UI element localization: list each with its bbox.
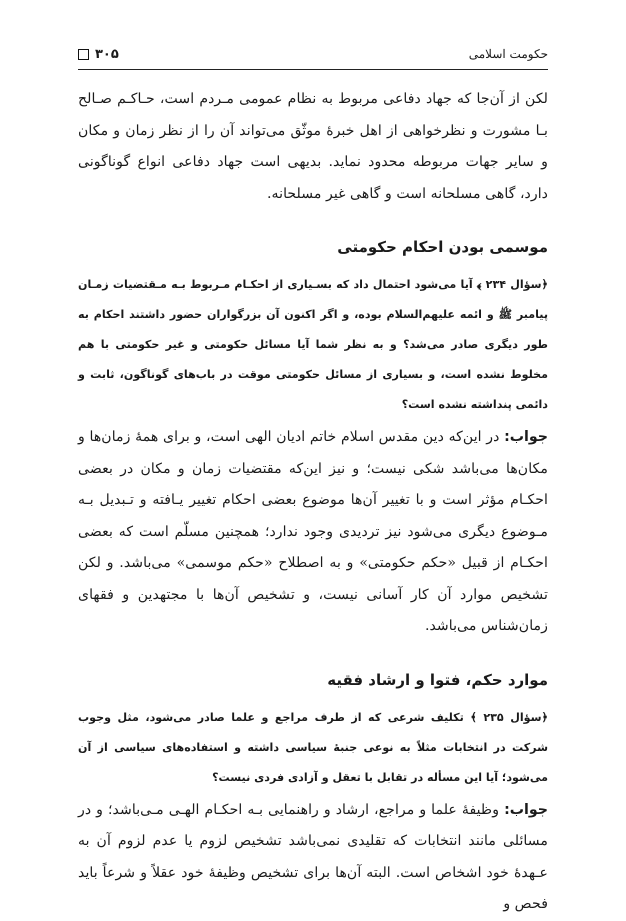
- running-header: [78, 42, 548, 66]
- page-number: ۳۰۵: [95, 46, 119, 62]
- question-234: ﴿سؤال ۲۳۴ ﴾ آیا می‌شود احتمال داد که بسـیاری از احکـام مـربوط بـه مـقتضیات زمـان پیامبر ﷺ و ائمه علیهم‌السلام بوده، و اگر اکنون آن بزرگواران حضور داشتند احکام به طور دیگری صادر می‌شد؟ و به نظر شما آیا مسائل حکومتی و غیر حکومتی با هم مخلوط نشده است، و بسیاری از مسائل حکومتی موقت در باب‌های گوناگون، ثابت و دائمی پنداشته نشده است؟: [78, 278, 549, 411]
- answer-label: جواب:: [504, 801, 548, 818]
- answer-text: وظیفهٔ علما و مراجع، ارشاد و راهنمایی بـه احکـام الهـی مـی‌باشد؛ و در مسائلی مانند انتخابات که تقلیدی نمی‌باشد تشخیص لزوم یا عدم لزوم آن به عـهدهٔ خود اشخاص است. البته آن‌ها برای تشخیص وظیفهٔ خود عقلاً و شرعاً باید فحص و: [78, 801, 548, 912]
- section-heading-ruling-fatwa-guidance: موارد حکم، فتوا و ارشاد فقیه: [327, 670, 548, 689]
- square-ornament-icon: [78, 49, 89, 60]
- answer-text: در این‌که دین مقدس اسلام خاتم ادیان الهی است، و برای همهٔ زمان‌ها و مکان‌ها می‌باشد شکی نیست؛ و نیز این‌که مقتضیات زمان و مکان در بعضی احکـام مؤثر است و با تغییر آن‌ها موضوع بعضی احکام تغییر یـافته و تـبدیل بـه مـوضوع دیگری می‌شود نیز تردیدی وجود ندارد؛ همچنین مسلّم است که بعضی احکـام از قبیل «حکم حکومتی» و به اصطلاح «حکم موسمی» می‌باشد. و لکن تشخیص موارد آن کار آسانی نیست، و تشخیص آن‌ها با مجتهدین و فقهای زمان‌شناس می‌باشد.: [78, 429, 548, 634]
- header-rule: [78, 69, 548, 70]
- question-235: ﴿سؤال ۲۳۵ ﴾ تکلیف شرعی که از طرف مراجع و علما صادر می‌شود، مثل وجوب شرکت در انتخابات مثلاً به نوعی جنبهٔ سیاسی داشته و استفاده‌های سیاسی از آن می‌شود؛ آیا این مسأله در تقابل با تعقل و آزادی فردی نیست؟: [78, 710, 549, 784]
- answer-label: جواب:: [504, 429, 548, 445]
- section-heading-seasonal-rulings: موسمی بودن احکام حکومتی: [337, 238, 548, 256]
- answer-234: [78, 422, 548, 643]
- intro-paragraph: لکن از آن‌جا که جهاد دفاعی مربوط به نظام عمومی مـردم است، حـاکـم صـالح بـا مشورت و نظرخواهی از اهل خبرهٔ موثّق می‌تواند آن را از نظر زمان و مکان و سایر جهات مربوطه محدود نماید. بدیهی است جهاد دفاعی انواع گوناگونی دارد، گاهی مسلحانه است و گاهی غیر مسلحانه.: [78, 91, 548, 202]
- answer-235: [78, 795, 548, 921]
- page-number-group: [78, 47, 119, 62]
- book-title: حکومت اسلامی: [468, 47, 548, 61]
- page-body: [78, 84, 548, 921]
